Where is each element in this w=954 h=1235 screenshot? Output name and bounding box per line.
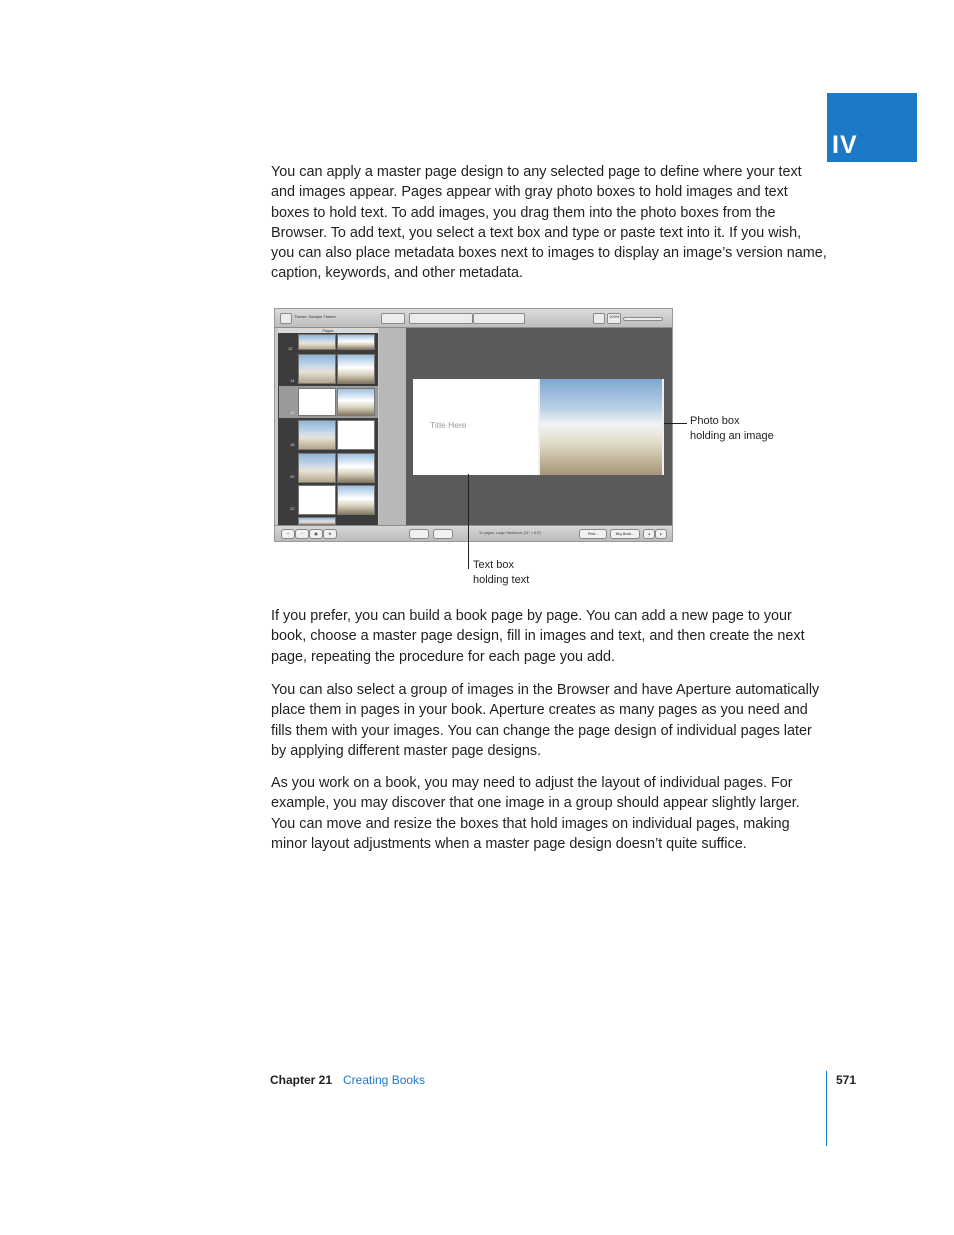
page-thumbnail[interactable] <box>298 420 336 450</box>
footer-divider <box>826 1071 827 1146</box>
pages-header: Pages <box>278 328 378 333</box>
aperture-book-screenshot <box>274 308 673 542</box>
zoom-label: 100% <box>609 314 620 319</box>
theme-label: Theme: Sample Theme <box>294 314 336 319</box>
fit-button[interactable] <box>593 313 605 324</box>
page-thumbnail[interactable] <box>337 334 375 350</box>
photo-box-leader-line <box>664 423 687 424</box>
photo-box-callout <box>690 414 774 444</box>
body-paragraph-1: You can apply a master page design to any selected page to define where your text and images appear. Pages appear with gray photo boxes to hold images and text boxes to hold text. To add images, you drag them into the photo boxes from the Browser. To add text, you select a text box and type or paste text into it. If you wish, you can also place metadata boxes next to images to display an image’s version name, caption, keywords, and other metadata. <box>271 164 827 282</box>
callout-line: holding text <box>473 574 530 586</box>
page-thumbnail[interactable] <box>298 485 336 515</box>
body-paragraph-3: You can also select a group of images in the Browser and have Aperture automatically place them in pages in your book. Aperture creates as many pages as you need and fills them with your images. You can change the page design of individual pages later by applying different master page designs. <box>271 682 820 759</box>
remove-page-button[interactable]: − <box>295 529 309 539</box>
page-thumbnail[interactable] <box>298 334 336 350</box>
callout-line: holding an image <box>690 430 774 442</box>
page-number: 16 <box>290 410 295 415</box>
previous-page-button[interactable]: ◂ <box>643 529 655 539</box>
page-view-button[interactable] <box>433 529 453 539</box>
arrange-tools-group[interactable] <box>473 313 525 324</box>
page-thumbnail[interactable] <box>337 420 375 450</box>
page-number: 12 <box>288 346 293 351</box>
callout-line: Photo box <box>690 415 740 427</box>
layout-menu-button[interactable]: ▦ <box>309 529 323 539</box>
part-tab <box>827 93 917 162</box>
buy-book-button[interactable]: Buy Book... <box>610 529 640 539</box>
view-toggle-button[interactable] <box>381 313 405 324</box>
action-gear-icon[interactable]: ⚙ <box>323 529 337 539</box>
callout-line: Text box <box>473 559 514 571</box>
wedding-photo[interactable] <box>540 379 662 475</box>
print-button[interactable]: Print... <box>579 529 607 539</box>
page-thumbnail[interactable] <box>337 485 375 515</box>
text-box-leader-line <box>468 474 469 569</box>
photo-box-page[interactable] <box>538 379 664 475</box>
layout-tools-group[interactable] <box>409 313 473 324</box>
next-page-button[interactable]: ▸ <box>655 529 667 539</box>
page-number: 18 <box>290 442 295 447</box>
text-box-callout <box>473 558 529 588</box>
page-number: 20 <box>290 474 295 479</box>
title-placeholder[interactable]: Title Here <box>430 420 467 430</box>
page-thumbnail[interactable] <box>337 453 375 483</box>
body-paragraph-4: As you work on a book, you may need to adjust the layout of individual pages. For example, you may discover that one image in a group should appear slightly larger. You can move and resize the boxes that hold images on individual pages, making minor layout adjustments when a master page design doesn’t quite suffice. <box>271 775 800 852</box>
page-thumbnail[interactable] <box>298 453 336 483</box>
footer-page-number: 571 <box>836 1073 857 1087</box>
page-thumbnail[interactable] <box>298 517 336 525</box>
add-page-button[interactable]: + <box>281 529 295 539</box>
view-mode-button[interactable] <box>409 529 429 539</box>
page-thumbnail[interactable] <box>337 388 375 416</box>
theme-button[interactable] <box>280 313 292 324</box>
book-bottom-bar <box>275 525 672 542</box>
page-thumbnail-selected[interactable] <box>298 388 336 416</box>
body-paragraph-2: If you prefer, you can build a book page by page. You can add a new page to your book, choose a master page design, fill in images and text, and then create the next page, repeating the procedure for each page you add. <box>271 608 805 665</box>
zoom-slider[interactable] <box>623 317 663 321</box>
footer-chapter-label: Chapter 21 <box>270 1073 333 1087</box>
page-thumbnail[interactable] <box>298 354 336 384</box>
browser-scroll-divider[interactable] <box>379 328 406 525</box>
text-box-page[interactable] <box>413 379 538 475</box>
book-toolbar <box>275 309 672 328</box>
page-number: 22 <box>290 506 295 511</box>
pages-browser <box>278 328 378 525</box>
page-thumbnail[interactable] <box>337 354 375 384</box>
footer-chapter-title-link[interactable]: Creating Books <box>343 1073 426 1087</box>
page-number: 14 <box>290 378 295 383</box>
part-tab-label: IV <box>832 131 858 159</box>
book-status-text: 31 pages, Large Hardcover (11" × 8.5") <box>479 531 542 535</box>
